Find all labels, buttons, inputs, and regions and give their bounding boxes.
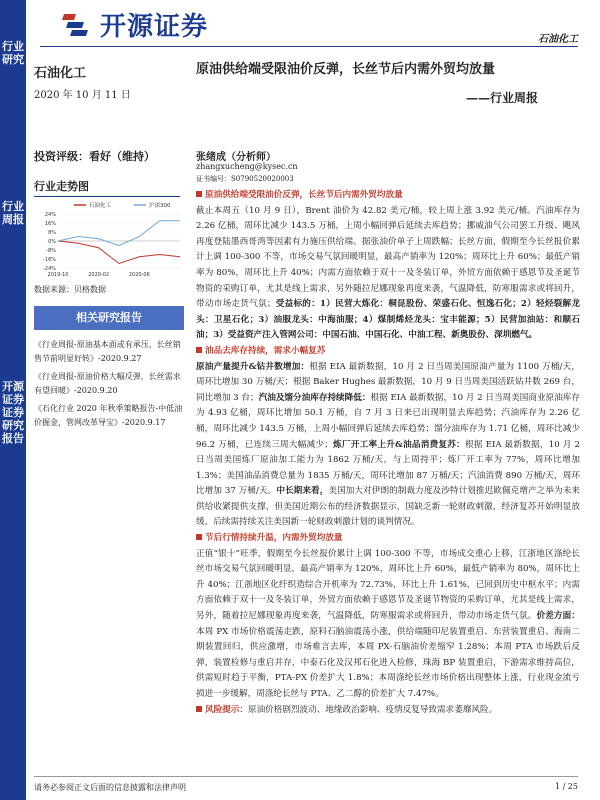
related-title: 相关研究报告 [34,306,184,330]
text-span: 根据 EIA 最新数据，10 月 2 日当周美国商业原油库存为 4.93 亿桶，周环比增加 50.1 万桶，自 7 月 3 日来已出现明显去库趋势；汽油库存为 2.26 亿桶，周环比减少 143.5 万桶，上周小幅回弹后延续去库趋势；馏分油库存为 1.71 亿桶，周环比减少 96.2 万桶，已连续三周大幅减少； [196,392,581,450]
section-1 [196,188,580,204]
chart-source: 数据来源：贝格数据 [34,285,106,294]
related-item[interactable]: 《行业周报-原油基本面或有承压，长丝销售节前明显好转》-2020.9.27 [34,340,181,363]
page-number: 1 / 25 [554,782,578,791]
analyst-cert: 证书编号：S0790520020003 [196,175,294,183]
bullet-icon [196,347,202,353]
bold-span: 炼厂开工率上升&油品消费复苏： [332,439,465,450]
paragraph [196,547,580,703]
sector-name: 石油化工 [34,66,87,81]
x-tick-label: 2020-06 [128,272,150,278]
trend-title: 行业走势图 [34,180,89,193]
text-span: 本周 PX 市场价格震荡走跌，原料石脑油震荡小涨，供给端随印尼装置重启、东营装置重启、海南二期装置回归，供应激增，市场难言去库，本周 PX-石脑油价差缩窄 1.28%；本周 PTA 市场跌后反弹，装置检修与重启并存，中泰石化及汉邦石化进入检修，珠海 BP 装置重启，下游需求维持高位，供需短时趋于平衡，PTA-PX 价差扩大 1.8%；本周涤纶长丝市场价格出现整体上涨，行业现金流亏损进一步缓解，周涤纶长丝与 PTA、乙二醇的价差扩大 7.47%。 [196,626,580,699]
y-tick-label: 24% [44,212,56,218]
band-bottom-label: 开源证券 证券研究报告 [2,380,24,445]
legend-label: 石油化工 [89,203,112,209]
y-tick-label: 8% [48,230,56,236]
header-divider [40,46,578,47]
analyst-name: 张绪成（分析师） [196,152,276,163]
band-top-label: 行业研究 [2,40,24,66]
risk-text: 原油价格剧烈波动、地缘政治影响、疫情反复导致需求萎靡风险。 [247,704,498,715]
bullet-icon [196,191,202,197]
bold-span: 原油产量提升&钻井数增加： [196,361,310,372]
bullet-icon [196,534,202,540]
series-line [58,221,180,246]
section-heading: 原油供给端受限油价反弹，长丝节后内需外贸均放量 [205,190,403,200]
footer-disclaimer[interactable]: 请务必参阅正文后面的信息披露和法律声明 [34,783,186,792]
text-span: 正值“银十”旺季，假期至今长丝报价累计上调 100-300 不等，市场成交重心上移，江浙地区涤纶长丝市场交易气氛回暖明显，最高产销率为 120%，周环比上升 60%，最低产销率为 80%，周环比上升 40%；江浙地区化纤织造综合开机率为 72.73%，环比上升 1.61%，已回到历史中枢水平；内需方面依赖于双十一及冬装订单，外贸方面依赖于感恩节及圣诞节物资的采购订单，尤其是线上需求，另外，随着拉尼娜现象再度来袭，气温降低，防寒服需求或将回升，带动市场走货气氛。 [196,548,580,622]
paragraph [196,360,580,532]
trend-divider [34,196,180,197]
text-span: 截止本周五（10 月 9 日），Brent 油价为 42.82 美元/桶，较上周上涨 3.92 美元/桶。汽油库存为 2.26 亿桶，周环比减少 143.5 万桶，上周小幅回弹后延续去库趋势；挪威油气公司罢工升级、飓风再度登陆墨西哥湾等因素有力施压供给端。据张油价单子上周跌幅；长丝方面，假期至今长丝报价累计上调 100-300 不等，市场交易气氛回暖明显，最高产销率为 120%；周环比上升 60%；最低产销率为 80%，周环比上升 40%；内需方面依赖于双十一及冬装订单，外贸方面依赖于感恩节及圣诞节物资的采购订单，尤其是线上需求，另外随拉尼娜现象再度来袭，气温降低，防寒服需求或将回升，带动市场走货气氛； [196,205,580,310]
series-line [58,241,180,264]
related-item[interactable]: 《石化行业 2020 年秋季策略报告-中低油价掘金，管网改革导宝》-2020.9.17 [34,404,183,427]
y-tick-label: -24% [43,266,56,272]
trend-chart [34,200,184,280]
text-span: 根据 EIA 最新数据，10 月 2 日当周美国原油产量为 1100 万桶/天，周环比增加 30 万桶/天；根据 Baker Hughes 最新数据，10 月 9 日当周美国活跃钻井数 269 台，同比增加 3 台； [196,361,580,403]
y-tick-label: 16% [44,221,56,227]
legend-label: 沪深300 [149,203,171,209]
text-span: 根据 EIA 最新数据，10 月 2 日当周美国炼厂原油加工能力为 1862 万桶/天，与上周持平；炼厂开工率为 77%，周环比增加 1.3%；美国油品消费总量为 1835 万桶/天，周环比增加 87 万桶/天；汽油消费 890 万桶/天，周环比增加 37 万桶/天。 [196,439,580,497]
report-subtitle: ——行业周报 [466,91,539,105]
company-logo [40,6,240,40]
report-title: 原油供给端受限油价反弹，长丝节后内需外贸均放量 [196,62,496,77]
text-span: 美国加大对伊朗的制裁力度及沙特计划推迟欧佩克增产之举为未来供给收紧提供支撑，但美国近期公布的经济数据显示，国缺乏新一轮财政刺激，经济复苏开始明显放缓，后续需持续关注美国新一轮财政刺激计划的谈判情况。 [196,486,580,528]
logo-text: 开源证券 [100,12,209,42]
section-3 [196,531,580,547]
section-heading: 节后行情持续升温，内需外贸均放量 [205,533,343,544]
bullet-icon [196,706,202,712]
investment-rating: 投资评级：看好（维持） [34,150,155,163]
risk-paragraph [196,703,580,719]
x-tick-label: 2019-10 [47,272,69,278]
paragraph [196,204,580,344]
related-item[interactable]: 《行业周报-原油价格大幅反弹，长丝需求有望回暖》-2020.9.20 [34,372,181,395]
report-body [196,188,580,718]
risk-label: 风险提示： [205,704,248,715]
header-sector-tag: 石油化工 [538,34,578,45]
section-2 [196,344,580,360]
band-mid-label: 行业周报 [2,200,24,226]
bold-span: 价差方面： [536,611,580,622]
bold-span: 受益标的：1）民营大炼化：桐昆股份、荣盛石化、恒逸石化；2）轻烃裂解龙头：卫星石化；3）油服龙头：中海油服；4）煤制烯烃龙头：宝丰能源；5）民营加油站：和顺石油；3）受益资产注入管网公司：中国石油、中国石化、中油工程、新奥股份、深圳燃气。 [196,299,580,341]
x-tick-label: 2020-02 [88,272,110,278]
y-tick-label: -8% [46,248,56,254]
footer-divider [34,776,578,777]
report-date: 2020 年 10 月 11 日 [34,90,131,101]
bold-span: 中长期来看， [276,486,329,497]
section-heading: 油品去库存持续，需求小幅复苏 [205,345,326,356]
bold-span: 汽油及馏分油库存持续降低： [258,392,371,403]
y-tick-label: -16% [43,257,56,263]
analyst-email[interactable]: zhangxucheng@kysec.cn [196,162,298,171]
related-list [34,338,186,434]
logo-icon [62,10,88,36]
y-tick-label: 0% [48,239,56,245]
